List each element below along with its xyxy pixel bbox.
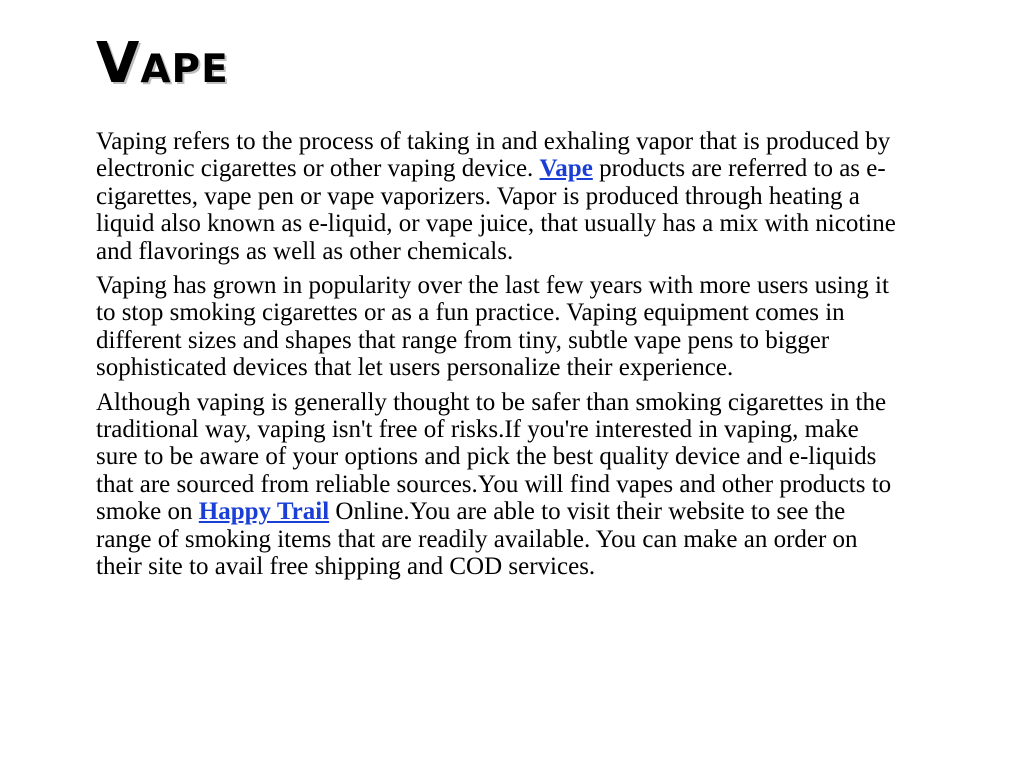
paragraph-3-text-before: Although vaping is generally thought to be safer than smoking cigarettes in the traditional way, vaping isn't free of risks.If you're interested in vaping, make sure to be aware of your options and pick the best quality device and e-liquids that are sourced from reliable sources.You will find vapes and other products to smoke on <box>96 388 892 526</box>
paragraph-1 <box>96 128 896 265</box>
paragraph-3-text-after: Online.You are able to visit their website to see the range of smoking items that are readily available. You can make an order on their site to avail free shipping and COD services. <box>96 498 858 581</box>
paragraph-1-text-after: products are referred to as e-cigarettes, vape pen or vape vaporizers. Vapor is produced through heating a liquid also known as e-liquid, or vape juice, that usually has a mix with nicotine and flavorings as well as other chemicals. <box>96 155 896 265</box>
paragraph-3 <box>96 389 896 581</box>
happy-trail-link[interactable]: Happy Trail <box>198 498 330 526</box>
slide-body <box>96 128 896 588</box>
paragraph-1-text-before: Vaping refers to the process of taking in and exhaling vapor that is produced by electronic cigarettes or other vaping device. <box>96 128 891 183</box>
paragraph-2: Vaping has grown in popularity over the last few years with more users using it to stop smoking cigarettes or as a fun practice. Vaping equipment comes in different sizes and shapes that range from tiny, subtle vape pens to bigger sophisticated devices that let users personalize their experience. <box>96 272 889 382</box>
slide-title: Vape <box>96 31 229 96</box>
vape-link[interactable]: Vape <box>539 155 593 183</box>
